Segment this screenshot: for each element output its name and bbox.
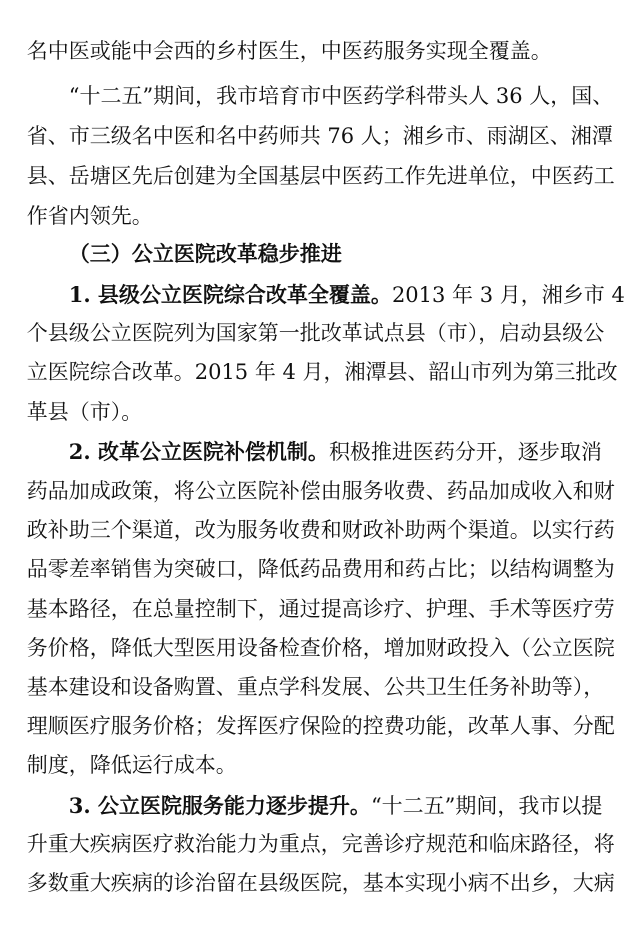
text-run: 名中医或能中会西的乡村医生，中医药服务实现全覆盖。	[26, 38, 552, 63]
text-run: 基本建设和设备购置、重点学科发展、公共卫生任务补助等），	[26, 674, 605, 699]
text-run: 个县级公立医院列为国家第一批改革试点县（市），启动县级公	[26, 320, 605, 345]
text-run: 作省内领先。	[26, 203, 153, 228]
text-run: 政补助三个渠道，改为服务收费和财政补助两个渠道。以实行药	[26, 517, 615, 542]
text-run: 药品加成政策，将公立医院补偿由服务收费、药品加成收入和财	[26, 478, 615, 503]
text-run: 立医院综合改革。2015 年 4 月，湘潭县、韶山市列为第三批改	[26, 359, 618, 384]
text-run: “十二五”期间，我市培育市中医药学科带头人 36 人，国、	[68, 83, 614, 108]
text-run: 省、市三级名中医和名中药师共 76 人；湘乡市、雨湖区、湘潭	[26, 123, 613, 148]
text-run: 革县（市）。	[26, 399, 143, 424]
text-run: 品零差率销售为突破口，降低药品费用和药占比；以结构调整为	[26, 556, 615, 581]
text-run: 务价格，降低大型医用设备检查价格，增加财政投入（公立医院	[26, 635, 615, 660]
text-run: 县、岳塘区先后创建为全国基层中医药工作先进单位，中医药工	[26, 163, 615, 188]
text-run: 制度，降低运行成本。	[26, 752, 237, 777]
text-run: 理顺医疗服务价格；发挥医疗保险的控费功能，改革人事、分配	[26, 713, 615, 738]
text-run: 积极推进医药分开，逐步取消	[328, 439, 602, 464]
item-title: 3. 公立医院服务能力逐步提升。	[68, 792, 371, 818]
text-run: 基本路径，在总量控制下，通过提高诊疗、护理、手术等医疗劳	[26, 596, 615, 621]
text-line	[0, 836, 615, 931]
item-title: 2. 改革公立医院补偿机制。	[68, 438, 329, 464]
text-run: “十二五”期间，我市以提	[370, 793, 603, 818]
text-run: 升重大疾病医疗救治能力为重点，完善诊疗规范和临床路径，将	[26, 831, 615, 856]
text-run: 2013 年 3 月，湘乡市 4	[391, 282, 625, 307]
text-run: 多数重大疾病的诊治留在县级医院，基本实现小病不出乡，大病	[26, 870, 615, 895]
heading-text: （三）公立医院改革稳步推进	[68, 240, 342, 266]
item-title: 1. 县级公立医院综合改革全覆盖。	[68, 281, 392, 307]
